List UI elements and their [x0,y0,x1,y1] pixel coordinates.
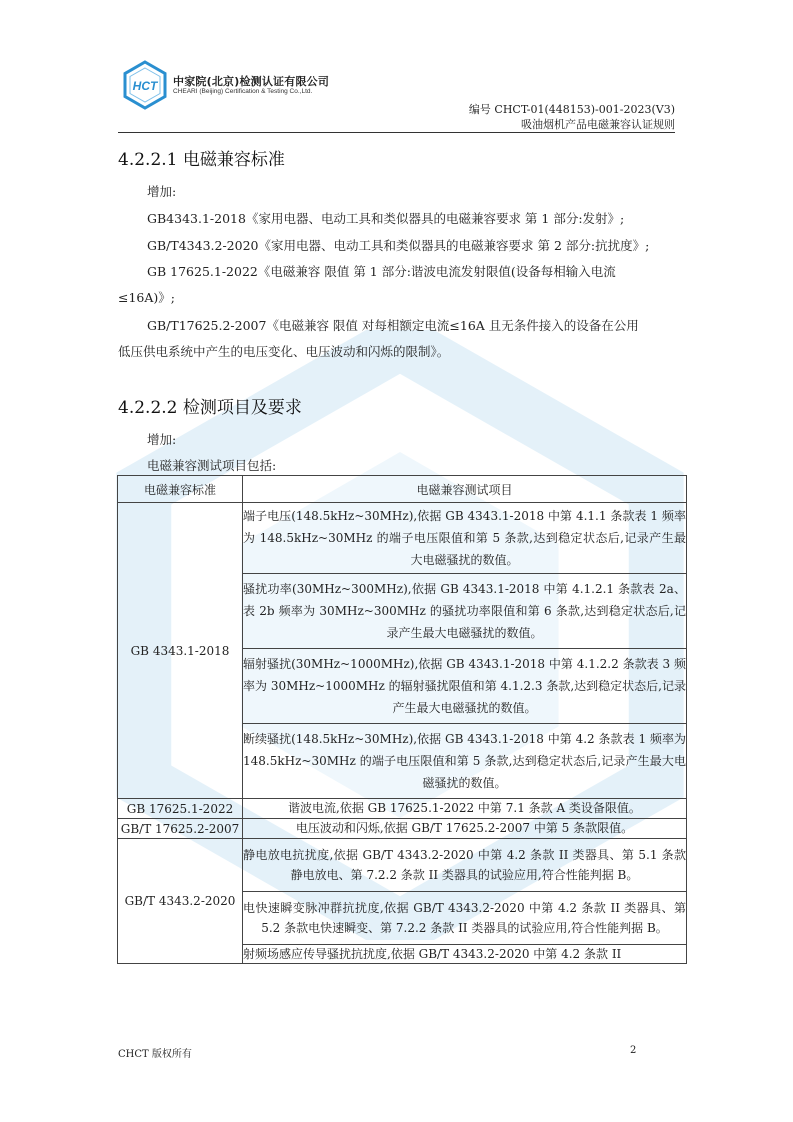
table-row [118,839,687,892]
svg-text:HCT: HCT [132,79,158,93]
table-row [118,819,687,839]
test-item-cell: 骚扰功率(30MHz~300MHz),依据 GB 4343.1-2018 中第 4.1.2.1 条款表 2a、表 2b 频率为 30MHz~300MHz 的骚扰功率限值和第 6 条款,达到稳定状态后,记录产生最大电磁骚扰的数值。 [243,574,687,649]
section-heading-standards: 4.2.2.1 电磁兼容标准 [118,150,285,170]
emc-test-table [117,475,687,964]
doc-number: 编号 CHCT-01(448153)-001-2023(V3) [468,103,675,116]
standard-cell: GB/T 17625.2-2007 [118,819,243,839]
org-name-en: CHEARI (Beijing) Certification & Testing Co.,Ltd. [173,88,313,95]
standard-cell: GB 4343.1-2018 [118,503,243,799]
col-header-standard: 电磁兼容标准 [118,476,243,503]
standard-line: GB 17625.1-2022《电磁兼容 限值 第 1 部分:谐波电流发射限值(设备每相输入电流 [147,264,616,279]
hct-logo-icon [120,60,170,110]
section-heading-test-items: 4.2.2.2 检测项目及要求 [118,398,302,418]
test-item-cell: 谐波电流,依据 GB 17625.1-2022 中第 7.1 条款 A 类设备限值。 [243,799,687,819]
table-row [118,503,687,574]
test-item-cell: 静电放电抗扰度,依据 GB/T 4343.2-2020 中第 4.2 条款 II 类器具、第 5.1 条款静电放电、第 7.2.2 条款 II 类器具的试验应用,符合性能判据 B。 [243,839,687,892]
standard-line: GB/T17625.2-2007《电磁兼容 限值 对每相额定电流≤16A 且无条件接入的设备在公用 [147,318,639,333]
section1-intro: 增加: [147,184,177,199]
standard-line: 低压供电系统中产生的电压变化、电压波动和闪烁的限制》。 [118,344,450,359]
table-header-row [118,476,687,503]
standard-line: GB4343.1-2018《家用电器、电动工具和类似器具的电磁兼容要求 第 1 部分:发射》; [147,211,625,226]
test-item-cell: 端子电压(148.5kHz~30MHz),依据 GB 4343.1-2018 中第 4.1.1 条款表 1 频率为 148.5kHz~30MHz 的端子电压限值和第 5 条款,达到稳定状态后,记录产生最大电磁骚扰的数值。 [243,503,687,574]
header-divider [118,132,675,133]
test-item-cell: 断续骚扰(148.5kHz~30MHz),依据 GB 4343.1-2018 中第 4.2 条款表 1 频率为 148.5kHz~30MHz 的端子电压限值和第 5 条款,达到稳定状态后,记录产生最大电磁骚扰的数值。 [243,724,687,799]
standard-cell: GB/T 4343.2-2020 [118,839,243,964]
col-header-test-item: 电磁兼容测试项目 [243,476,687,503]
test-item-cell: 辐射骚扰(30MHz~1000MHz),依据 GB 4343.1-2018 中第 4.1.2.2 条款表 3 频率为 30MHz~1000MHz 的辐射骚扰限值和第 4.1.2.3 条款,达到稳定状态后,记录产生最大电磁骚扰的数值。 [243,649,687,724]
table-caption: 电磁兼容测试项目包括: [147,458,277,473]
doc-title: 吸油烟机产品电磁兼容认证规则 [521,118,675,131]
page-number: 2 [630,1045,637,1056]
org-name-cn: 中家院(北京)检测认证有限公司 [173,75,330,88]
standard-line: GB/T4343.2-2020《家用电器、电动工具和类似器具的电磁兼容要求 第 2 部分:抗扰度》; [147,238,650,253]
test-item-cell: 电压波动和闪烁,依据 GB/T 17625.2-2007 中第 5 条款限值。 [243,819,687,839]
table-row [118,799,687,819]
test-item-cell: 射频场感应传导骚扰抗扰度,依据 GB/T 4343.2-2020 中第 4.2 条款 II [243,945,687,964]
standard-line: ≤16A)》; [118,290,175,305]
test-item-cell: 电快速瞬变脉冲群抗扰度,依据 GB/T 4343.2-2020 中第 4.2 条款 II 类器具、第 5.2 条款电快速瞬变、第 7.2.2 条款 II 类器具的试验应用,符合性能判据 B。 [243,892,687,945]
section2-intro: 增加: [147,432,177,447]
footer-copyright: CHCT 版权所有 [118,1049,192,1060]
standard-cell: GB 17625.1-2022 [118,799,243,819]
